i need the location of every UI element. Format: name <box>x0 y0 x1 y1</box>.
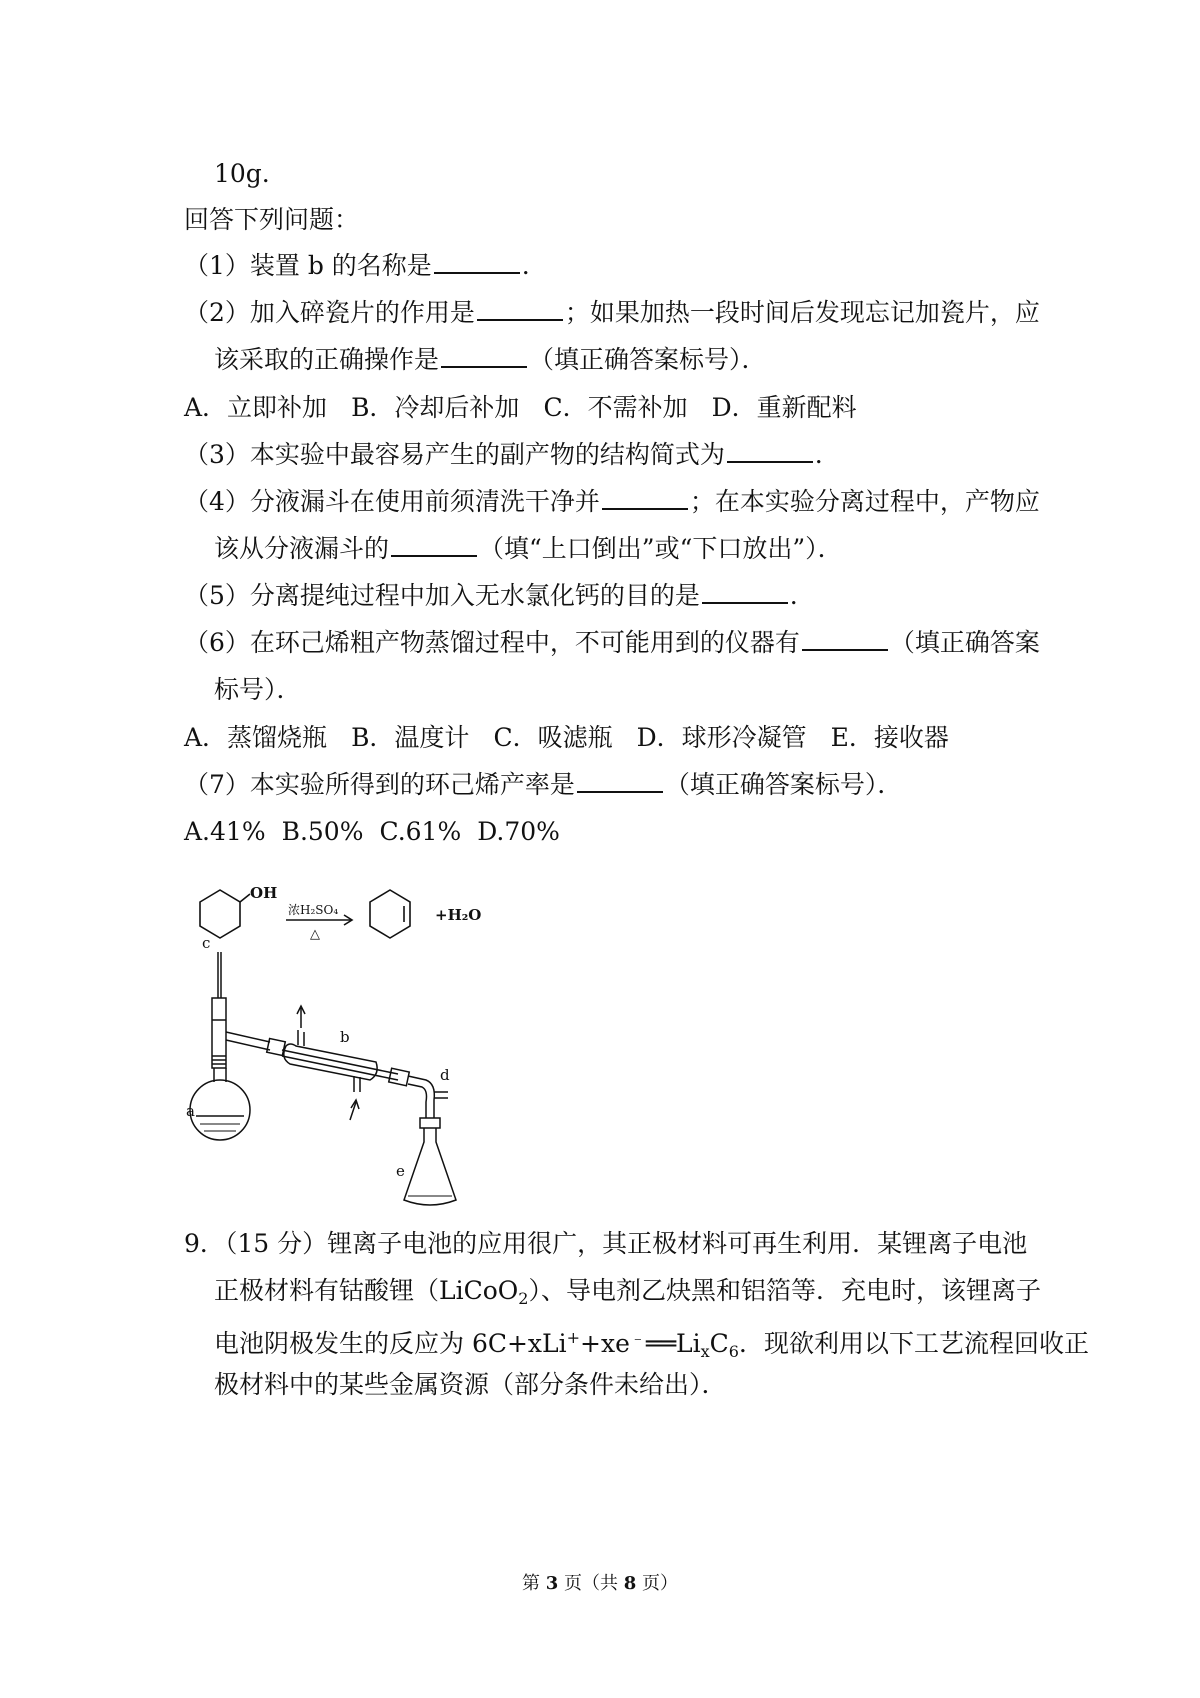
question-9-line-3 <box>214 1322 1089 1368</box>
question-2-options <box>184 392 881 424</box>
text: ；如果加热一段时间后发现忘记加瓷片，应 <box>564 298 1040 327</box>
label-e: e <box>396 1162 405 1180</box>
text: （2）加入碎瓷片的作用是 <box>184 298 475 327</box>
text: ══Li <box>645 1329 701 1358</box>
text: （7）本实验所得到的环己烯产率是 <box>184 770 575 799</box>
question-6-line-1 <box>184 627 1040 659</box>
answer-blank <box>441 344 527 368</box>
text: （3）本实验中最容易产生的副产物的结构简式为 <box>184 440 725 469</box>
footer-text: 页（共 <box>558 1573 624 1594</box>
text: （填正确答案标号）． <box>664 770 903 799</box>
option: C.61% <box>379 817 462 846</box>
text: 该从分液漏斗的 <box>214 534 390 563</box>
answer-blank <box>802 627 888 651</box>
text: ）、导电剂乙炔黑和铝箔等．充电时，该锂离子 <box>528 1276 1041 1305</box>
page-total: 8 <box>623 1573 637 1594</box>
text: +xe <box>580 1329 630 1358</box>
text-line: 10g． <box>214 159 287 188</box>
label-c: c <box>202 934 211 952</box>
question-1 <box>184 250 547 282</box>
option: C．不需补加 <box>543 393 688 422</box>
question-5 <box>184 580 815 612</box>
question-9-line-2 <box>214 1275 1041 1315</box>
text: ． <box>521 251 547 280</box>
option: E．接收器 <box>830 723 949 752</box>
footer-text: 第 <box>522 1573 546 1594</box>
subscript: 6 <box>728 1342 739 1361</box>
page-footer <box>0 1572 1200 1596</box>
text-line: 回答下列问题： <box>184 205 360 234</box>
question-9-line-1: 9．（15 分）锂离子电池的应用很广，其正极材料可再生利用．某锂离子电池 <box>184 1229 1028 1258</box>
condition-label: △ <box>310 927 320 942</box>
answer-blank <box>702 580 788 604</box>
option: B．冷却后补加 <box>351 393 520 422</box>
label-a: a <box>186 1102 195 1120</box>
text: （5）分离提纯过程中加入无水氯化钙的目的是 <box>184 581 700 610</box>
option: D．球形冷凝管 <box>636 723 807 752</box>
text: 该采取的正确操作是 <box>214 345 440 374</box>
answer-blank <box>727 439 813 463</box>
option: D.70% <box>477 817 560 846</box>
condenser-b <box>284 1044 377 1080</box>
label-d: d <box>440 1066 450 1084</box>
text: ． <box>789 581 815 610</box>
text: （填“上口倒出”或“下口放出”）． <box>479 534 843 563</box>
question-4-line-2 <box>214 533 843 565</box>
answer-blank <box>577 769 663 793</box>
option: C．吸滤瓶 <box>493 723 613 752</box>
question-2-line-2 <box>214 344 767 376</box>
water-label: +H₂O <box>435 906 482 924</box>
label-b: b <box>340 1028 350 1046</box>
option: B.50% <box>281 817 364 846</box>
option: A．立即补加 <box>184 393 328 422</box>
subscript: x <box>700 1342 710 1361</box>
text: C <box>709 1329 729 1358</box>
text: ．现欲利用以下工艺流程回收正 <box>738 1329 1089 1358</box>
text: ． <box>814 440 840 469</box>
text: （填正确答案 <box>889 628 1040 657</box>
question-3 <box>184 439 840 471</box>
text: 电池阴极发生的反应为 6C+xLi <box>214 1329 567 1358</box>
question-6-options <box>184 722 973 754</box>
option: A.41% <box>184 817 266 846</box>
oh-label: OH <box>250 884 278 902</box>
question-9-line-4: 极材料中的某些金属资源（部分条件未给出）． <box>214 1370 727 1399</box>
text: （4）分液漏斗在使用前须清洗干净并 <box>184 487 600 516</box>
answer-blank <box>434 250 520 274</box>
text: ；在本实验分离过程中，产物应 <box>689 487 1040 516</box>
option: A．蒸馏烧瓶 <box>184 723 328 752</box>
text: （6）在环己烯粗产物蒸馏过程中，不可能用到的仪器有 <box>184 628 800 657</box>
reagent-label: 浓H₂SO₄ <box>288 903 339 917</box>
superscript: ﹣ <box>629 1328 646 1347</box>
answer-blank <box>602 486 688 510</box>
question-2-line-1 <box>184 297 1040 329</box>
text: （1）装置 b 的名称是 <box>184 251 432 280</box>
text: （填正确答案标号）． <box>529 345 767 374</box>
text: 正极材料有钴酸锂（LiCoO <box>214 1276 519 1305</box>
answer-blank <box>477 297 563 321</box>
question-6-line-2: 标号）． <box>214 675 302 704</box>
question-4-line-1 <box>184 486 1040 518</box>
option: D．重新配料 <box>711 393 857 422</box>
cyclohexanol-ring <box>200 890 240 938</box>
answer-blank <box>391 533 477 557</box>
page-number: 3 <box>545 1573 559 1594</box>
adapter-d <box>408 1076 434 1118</box>
question-7 <box>184 769 902 801</box>
flask-e <box>404 1128 456 1205</box>
question-7-options <box>184 816 576 848</box>
footer-text: 页） <box>636 1573 678 1594</box>
subscript: 2 <box>518 1289 529 1308</box>
apparatus-figure <box>186 880 520 1220</box>
option: B．温度计 <box>351 723 470 752</box>
superscript: + <box>566 1328 581 1347</box>
